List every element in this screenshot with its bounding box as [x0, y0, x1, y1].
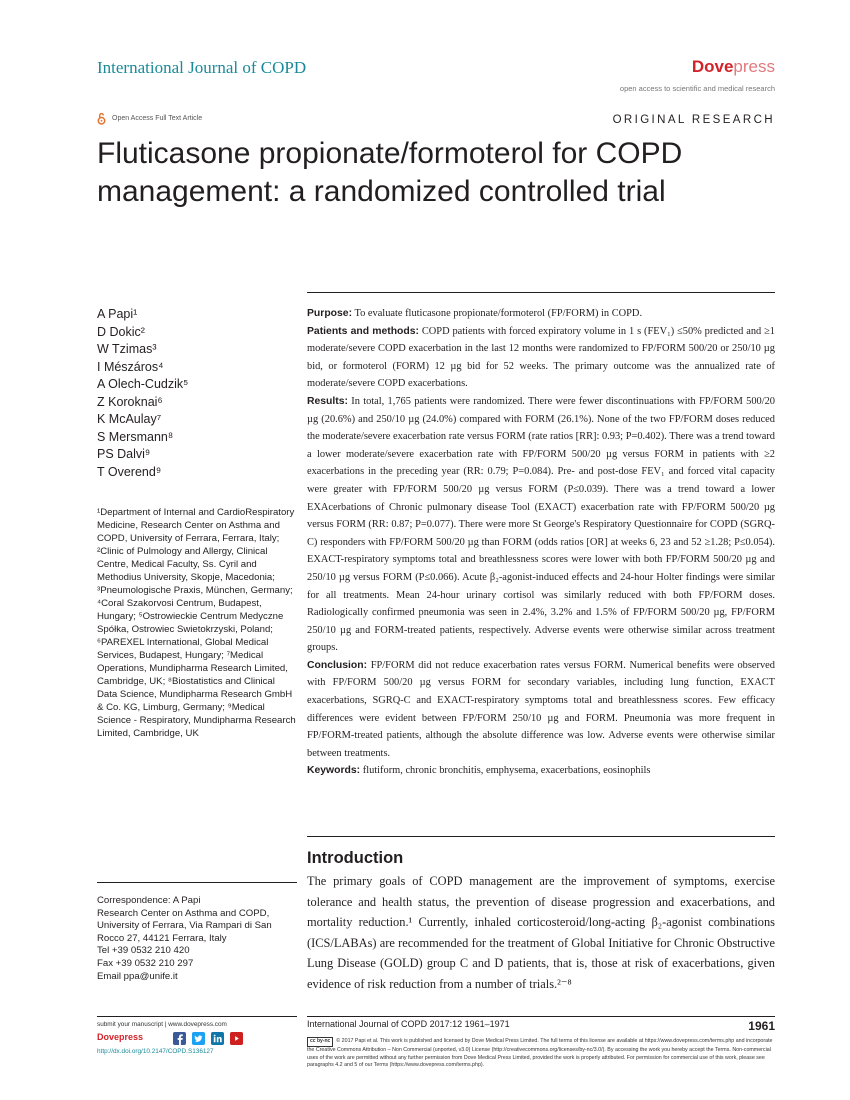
citation: International Journal of COPD 2017:12 1961–1971 [307, 1019, 510, 1029]
linkedin-icon[interactable] [211, 1032, 224, 1045]
abstract-label: Purpose: [307, 308, 353, 319]
abstract-label: Keywords: [307, 765, 361, 777]
abstract [307, 305, 775, 780]
author: A Papi¹ [97, 307, 138, 321]
author: K McAulay⁷ [97, 412, 162, 426]
author: PS Dalvi⁹ [97, 447, 151, 461]
abstract-text: To evaluate fluticasone propionate/formoterol (FP/FORM) in COPD. [354, 308, 643, 319]
affiliations: ¹Department of Internal and CardioRespiratory Medicine, Research Center on Asthma and COPD, University of Ferrara, Ferrara, Italy; ²Clinic of Pulmology and Allergy, Clinical Centre, Medical Faculty, Ss. Cyril and Methodius University, Skopje, Macedonia; ³Pneumologische Praxis, München, Germany; ⁴Coral Szakorvosi Centrum, Budapest, Hungary; ⁵Ostrowieckie Centrum Medyczne Spółka, Ostrowiec Swietokrzyski, Poland; ⁶PAREXEL International, Global Medical Services, Budapest, Hungary; ⁷Medical Operations, Mundipharma Research Limited, Cambridge, UK; ⁸Biostatistics and Clinical Data Science, Mundipharma Research GmbH & Co. KG, Limburg, Germany; ⁹Medical Science - Respiratory, Mundipharma Research Limited, Cambridge, UK [97, 507, 296, 739]
license-statement: © 2017 Papi et al. This work is published and licensed by Dove Medical Press Limited. The full terms of this license are available at https://www.dovepress.com/terms.php and incorporate the Creative Commons Attribution – Non Commercial (unported, v3.0) License (http://creativecommons.org/licenses/by-nc/3.0/). By accessing the work you hereby accept the Terms. Non-commercial uses of the work are permitted without any further permission from Dove Medical Press Limited, provided the work is properly attributed. For permission for commercial use of this work, please see paragraphs 4.2 and 5 of our Terms (https://www.dovepress.com/terms.php). [307, 1038, 773, 1069]
author: S Mersmann⁸ [97, 429, 174, 444]
correspondence [97, 895, 297, 983]
open-access-badge [97, 112, 202, 125]
introduction-text [307, 871, 775, 995]
twitter-icon[interactable] [192, 1032, 205, 1045]
social-links [173, 1032, 243, 1045]
title-line-1: Fluticasone propionate/formoterol for COPD [97, 137, 683, 170]
abstract-results [307, 393, 775, 657]
title-line-2: management: a randomized controlled trial [97, 175, 666, 208]
publisher-logo-press: press [733, 57, 775, 76]
author: W Tzimas³ [97, 342, 157, 356]
publisher-logo-dove: Dove [691, 57, 734, 76]
author: A Olech-Cudzik⁵ [97, 377, 189, 391]
abstract-label: Results: [307, 395, 348, 407]
correspondence-line: Research Center on Asthma and COPD, [97, 907, 270, 919]
abstract-text: FP/FORM did not reduce exacerbation rates versus FORM. Numerical benefits were observed with FP/FORM 500/20 µg versus FORM for secondary variables, including lung function, EXACT exacerbations, SGRQ-C and EXACT-respiratory symptoms total and breathlessness scores. Few efficacy differences were evident between FP/FORM 250/10 µg and FORM. Pneumonia was more frequent in FP/FORM-treated patients, although the absolute difference was low. Adverse events were otherwise similar between treatments. [307, 659, 775, 759]
footer-brand-row [97, 1032, 297, 1045]
cc-license-badge[interactable]: cc by-nc [307, 1037, 333, 1047]
author: T Overend⁹ [97, 464, 162, 479]
abstract-methods [307, 323, 775, 393]
article-type: ORIGINAL RESEARCH [612, 114, 775, 126]
section-heading: Introduction [307, 849, 404, 867]
submit-manuscript-link[interactable]: submit your manuscript | www.dovepress.com [97, 1021, 227, 1028]
divider [97, 882, 297, 883]
correspondence-email[interactable]: Email ppa@unife.it [97, 970, 178, 982]
divider [97, 1016, 297, 1017]
author-list [97, 306, 297, 481]
divider [307, 836, 775, 837]
correspondence-line: Rocco 27, 44121 Ferrara, Italy [97, 932, 227, 944]
divider [307, 1016, 775, 1017]
publisher-logo[interactable] [692, 57, 775, 77]
abstract-text: In total, 1,765 patients were randomized. There were fewer discontinuations with FP/FORM 500/20 µg (20.6%) and 250/10 µg (24.0%) compared with FORM (26.1%). None of the two FP/FORM doses reduced the moderate/severe exacerbation rate versus FORM (rate ratios [RR]: 0.93; P=0.402). There was a trend toward a lower moderate/severe exacerbation rate with FP/FORM 500/20 µg versus FORM in patients with ≥2 exacerbations in the preceding year (RR: 0.79; P=0.084). Pre- and post-dose FEV₁ and forced vital capacity were greater with FP/FORM 500/20 µg versus FORM (P≤0.039). There was a trend toward a lower EXAcerbations of Chronic pulmonary disease Tool (EXACT) exacerbation rate with FP/FORM 500/20 µg versus FORM (RR: 0.87; P=0.077). There were more St George's Respiratory Questionnaire for COPD (SGRQ-C) responders with FP/FORM 500/20 µg than FORM (odds ratios [OR] at weeks 6, 23 and 52 ≥1.28; P≤0.054). EXACT-respiratory symptoms total and breathlessness scores were lower with both FP/FORM 500/20 µg and 250/10 µg versus FORM (P≤0.066). Acute β₂-agonist-induced effects and 24-hour Holter findings were similar for all treatments. Mean 24-hour urinary cortisol was similarly reduced with both FP/FORM doses. Radiologically confirmed pneumonia was seen in 2.4%, 3.2% and 1.5% of FP/FORM 500/20 µg, FP/FORM 250/10 µg and FORM-treated patients, respectively. Adverse events were otherwise similar across treatment groups. [307, 395, 775, 654]
open-access-icon [97, 112, 106, 125]
correspondence-line: University of Ferrara, Via Rampari di San [97, 920, 272, 932]
youtube-icon[interactable] [230, 1032, 243, 1045]
footer-citation [307, 1019, 775, 1033]
facebook-icon[interactable] [173, 1032, 186, 1045]
abstract-purpose [307, 305, 775, 323]
abstract-text: flutiform, chronic bronchitis, emphysema, exacerbations, eosinophils [362, 765, 651, 777]
abstract-label: Conclusion: [307, 659, 368, 671]
publisher-tagline: open access to scientific and medical research [619, 84, 775, 93]
article-title [97, 135, 777, 211]
correspondence-line: Fax +39 0532 210 297 [97, 957, 194, 969]
correspondence-line: Tel +39 0532 210 420 [97, 945, 190, 957]
abstract-keywords [307, 762, 775, 780]
journal-name[interactable]: International Journal of COPD [97, 58, 307, 77]
author: Z Koroknai⁶ [97, 394, 163, 409]
abstract-label: Patients and methods: [307, 325, 419, 337]
footer-left [97, 1021, 297, 1055]
abstract-text: COPD patients with forced expiratory volume in 1 s (FEV₁) ≤50% predicted and ≥1 moderate/severe COPD exacerbation in the last 12 months were randomized to FP/FORM 500/20 or 250/10 µg bid, or formoterol (FORM) 12 µg bid for 52 weeks. The primary outcome was the annualized rate of moderate/severe COPD exacerbations. [307, 325, 775, 390]
correspondence-label: Correspondence: A Papi [97, 895, 201, 906]
author: I Mészáros⁴ [97, 359, 164, 374]
divider [307, 292, 775, 293]
doi-link[interactable]: http://dx.doi.org/10.2147/COPD.S136127 [97, 1048, 214, 1055]
license-text [307, 1037, 775, 1070]
paragraph: The primary goals of COPD management are the improvement of symptoms, exercise tolerance and health status, the prevention of disease progression and exacerbations, and mortality reduction.¹ Currently, inhaled corticosteroid/long-acting β₂-agonist combinations (ICS/LABAs) are recommended for the treatment of Global Initiative for Chronic Obstructive Lung Disease (GOLD) group C and D patients, that is, those at risk of exacerbations, given evidence of risk reduction from a number of trials.²⁻⁸ [307, 874, 775, 991]
abstract-conclusion [307, 657, 775, 763]
dovepress-logo[interactable]: Dovepress [97, 1032, 144, 1043]
page-number: 1961 [748, 1019, 775, 1033]
author: D Dokic² [97, 324, 145, 339]
open-access-label: Open Access Full Text Article [112, 115, 203, 122]
